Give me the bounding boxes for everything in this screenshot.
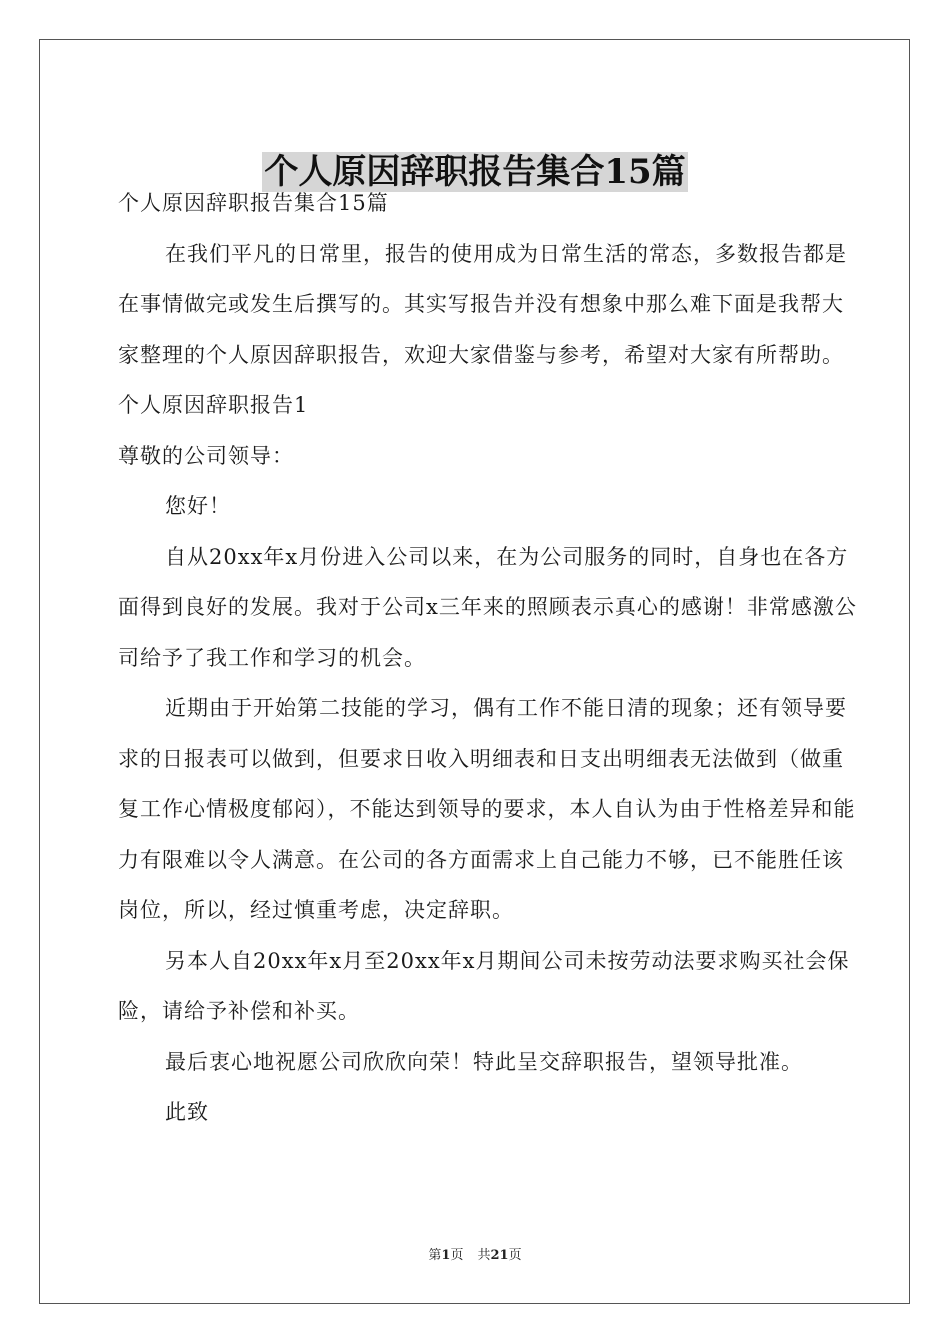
page-unit: 页 [450,1248,464,1263]
paragraph-body: 近期由于开始第二技能的学习，偶有工作不能日清的现象；还有领导要求的日报表可以做到，但要求日收入明细表和日支出明细表无法做到（做重复工作心情极度郁闷），不能达到领导的要求，本人自认为由于性格差异和能力有限难以令人满意。在公司的各方面需求上自己能力不够，已不能胜任该岗位，所以，经过慎重考虑，决定辞职。 [118,696,856,922]
paragraph-subtitle: 个人原因辞职报告集合15篇 [118,191,389,215]
paragraph-sign-off: 此致 [165,1100,209,1124]
total-unit: 页 [508,1248,522,1263]
paragraph-salutation: 尊敬的公司领导： [118,443,294,468]
paragraph-section-heading: 个人原因辞职报告1 [118,393,309,417]
paragraph-intro: 在我们平凡的日常里，报告的使用成为日常生活的常态，多数报告都是在事情做完或发生后撰写的。其实写报告并没有想象中那么难下面是我帮大家整理的个人原因辞职报告，欢迎大家借鉴与参考，希望对大家有所帮助。 [118,241,847,367]
paragraph-body: 自从20xx年x月份进入公司以来，在为公司服务的同时，自身也在各方面得到良好的发展。我对于公司x三年来的照顾表示真心的感谢！非常感激公司给予了我工作和学习的机会。 [118,544,857,670]
paragraph-body: 另本人自20xx年x月至20xx年x月期间公司未按劳动法要求购买社会保险，请给予补偿和补买。 [118,948,850,1023]
total-pages: 21 [490,1248,509,1263]
paragraph-greeting: 您好！ [165,494,231,518]
page-number: 1 [441,1248,451,1263]
document-title-text: 个人原因辞职报告集合15篇 [264,151,686,192]
page-label: 第 [428,1248,442,1263]
page-footer [0,1247,950,1265]
paragraph-closing: 最后衷心地祝愿公司欣欣向荣！特此呈交辞职报告，望领导批准。 [165,1049,803,1074]
total-label: 共 [477,1248,491,1263]
document-body [118,178,858,1138]
